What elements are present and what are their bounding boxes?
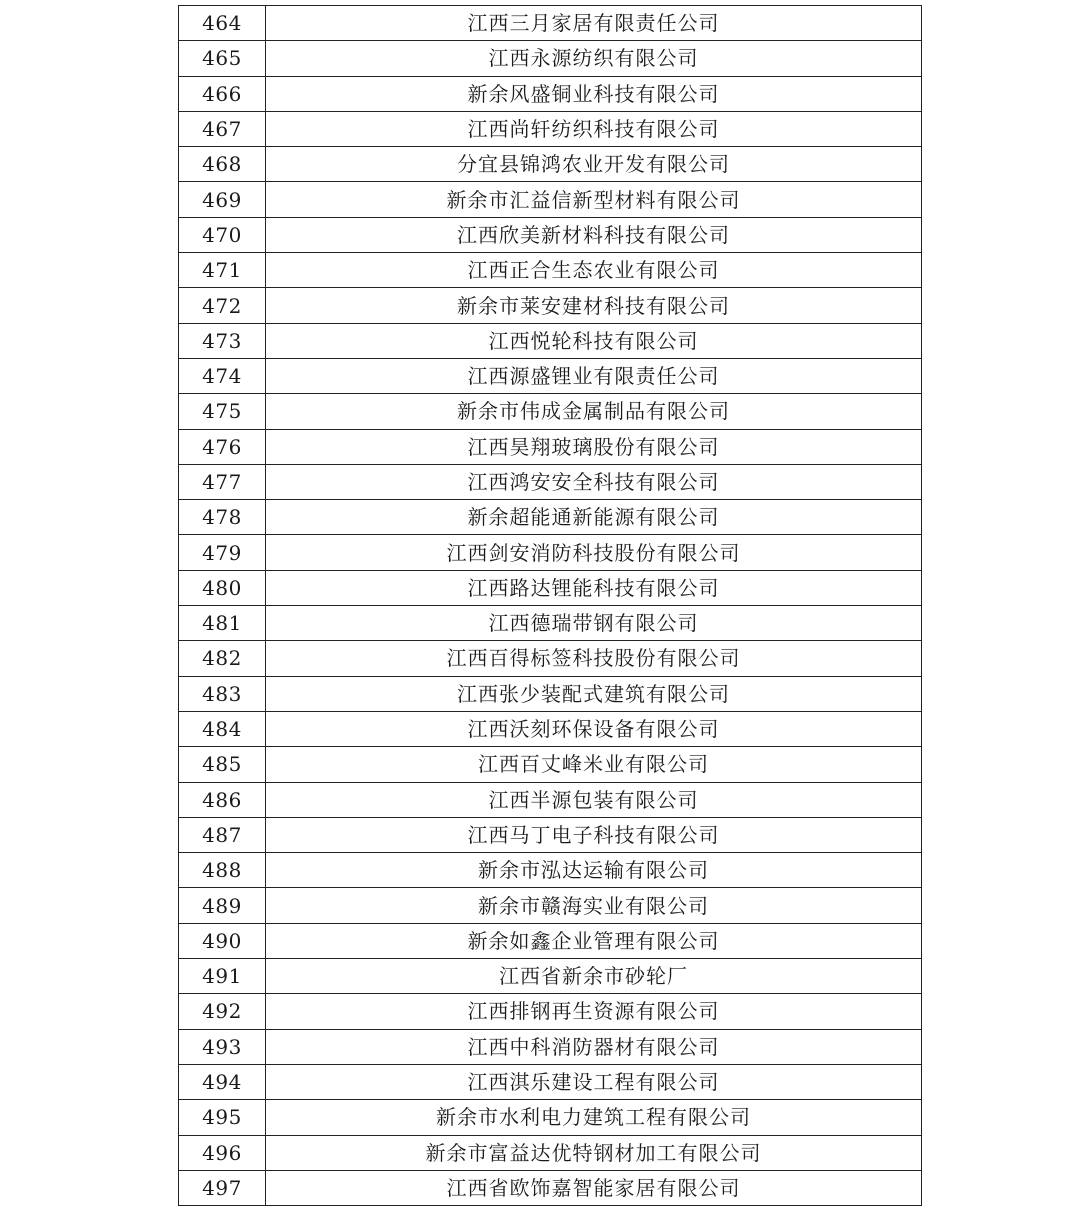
company-name-cell: 江西尚轩纺织科技有限公司 [266, 111, 922, 146]
company-name-cell: 新余市赣海实业有限公司 [266, 888, 922, 923]
company-name-cell: 江西永源纺织有限公司 [266, 41, 922, 76]
table-row [179, 817, 922, 852]
row-number-cell: 492 [179, 994, 266, 1029]
table-row [179, 500, 922, 535]
company-name-cell: 新余市汇益信新型材料有限公司 [266, 182, 922, 217]
table-row [179, 994, 922, 1029]
company-name-cell: 新余市伟成金属制品有限公司 [266, 394, 922, 429]
table-row [179, 641, 922, 676]
company-name-cell: 江西剑安消防科技股份有限公司 [266, 535, 922, 570]
company-name-cell: 江西德瑞带钢有限公司 [266, 606, 922, 641]
row-number-cell: 481 [179, 606, 266, 641]
row-number-cell: 493 [179, 1029, 266, 1064]
row-number-cell: 486 [179, 782, 266, 817]
row-number-cell: 496 [179, 1135, 266, 1170]
table-row [179, 676, 922, 711]
company-name-cell: 分宜县锦鸿农业开发有限公司 [266, 147, 922, 182]
company-list-table [178, 5, 922, 1206]
company-name-cell: 江西鸿安安全科技有限公司 [266, 464, 922, 499]
row-number-cell: 471 [179, 253, 266, 288]
table-row [179, 570, 922, 605]
company-name-cell: 新余市水利电力建筑工程有限公司 [266, 1100, 922, 1135]
row-number-cell: 465 [179, 41, 266, 76]
company-name-cell: 江西正合生态农业有限公司 [266, 253, 922, 288]
row-number-cell: 466 [179, 76, 266, 111]
company-name-cell: 新余超能通新能源有限公司 [266, 500, 922, 535]
company-name-cell: 新余市莱安建材科技有限公司 [266, 288, 922, 323]
table-row [179, 464, 922, 499]
company-name-cell: 江西欣美新材料科技有限公司 [266, 217, 922, 252]
row-number-cell: 483 [179, 676, 266, 711]
table-row [179, 923, 922, 958]
row-number-cell: 478 [179, 500, 266, 535]
table-row [179, 217, 922, 252]
table-row [179, 711, 922, 746]
table-row [179, 747, 922, 782]
row-number-cell: 469 [179, 182, 266, 217]
row-number-cell: 473 [179, 323, 266, 358]
company-name-cell: 江西张少装配式建筑有限公司 [266, 676, 922, 711]
company-name-cell: 江西排钢再生资源有限公司 [266, 994, 922, 1029]
table-row [179, 1135, 922, 1170]
table-row [179, 147, 922, 182]
table-body [179, 6, 922, 1206]
company-name-cell: 江西省新余市砂轮厂 [266, 959, 922, 994]
company-name-cell: 新余市富益达优特钢材加工有限公司 [266, 1135, 922, 1170]
table-row [179, 1029, 922, 1064]
row-number-cell: 495 [179, 1100, 266, 1135]
table-row [179, 41, 922, 76]
company-name-cell: 江西半源包装有限公司 [266, 782, 922, 817]
row-number-cell: 494 [179, 1064, 266, 1099]
company-name-cell: 江西三月家居有限责任公司 [266, 6, 922, 41]
table-row [179, 288, 922, 323]
company-name-cell: 江西百丈峰米业有限公司 [266, 747, 922, 782]
table-row [179, 111, 922, 146]
company-name-cell: 新余如鑫企业管理有限公司 [266, 923, 922, 958]
row-number-cell: 474 [179, 358, 266, 393]
row-number-cell: 491 [179, 959, 266, 994]
company-name-cell: 新余市泓达运输有限公司 [266, 853, 922, 888]
row-number-cell: 479 [179, 535, 266, 570]
row-number-cell: 472 [179, 288, 266, 323]
table-row [179, 429, 922, 464]
table-row [179, 1064, 922, 1099]
row-number-cell: 467 [179, 111, 266, 146]
table-row [179, 606, 922, 641]
row-number-cell: 497 [179, 1170, 266, 1205]
company-name-cell: 新余风盛铜业科技有限公司 [266, 76, 922, 111]
row-number-cell: 482 [179, 641, 266, 676]
table-row [179, 782, 922, 817]
table-row [179, 76, 922, 111]
table-row [179, 6, 922, 41]
company-name-cell: 江西昊翔玻璃股份有限公司 [266, 429, 922, 464]
company-name-cell: 江西沃刻环保设备有限公司 [266, 711, 922, 746]
table-row [179, 323, 922, 358]
row-number-cell: 489 [179, 888, 266, 923]
row-number-cell: 490 [179, 923, 266, 958]
company-name-cell: 江西省欧饰嘉智能家居有限公司 [266, 1170, 922, 1205]
row-number-cell: 470 [179, 217, 266, 252]
company-list-table-container [178, 5, 922, 1206]
row-number-cell: 468 [179, 147, 266, 182]
row-number-cell: 484 [179, 711, 266, 746]
table-row [179, 394, 922, 429]
table-row [179, 1170, 922, 1205]
company-name-cell: 江西中科消防器材有限公司 [266, 1029, 922, 1064]
row-number-cell: 485 [179, 747, 266, 782]
table-row [179, 358, 922, 393]
row-number-cell: 475 [179, 394, 266, 429]
company-name-cell: 江西悦轮科技有限公司 [266, 323, 922, 358]
table-row [179, 253, 922, 288]
table-row [179, 853, 922, 888]
row-number-cell: 480 [179, 570, 266, 605]
company-name-cell: 江西路达锂能科技有限公司 [266, 570, 922, 605]
table-row [179, 959, 922, 994]
row-number-cell: 464 [179, 6, 266, 41]
row-number-cell: 488 [179, 853, 266, 888]
table-row [179, 182, 922, 217]
company-name-cell: 江西源盛锂业有限责任公司 [266, 358, 922, 393]
company-name-cell: 江西百得标签科技股份有限公司 [266, 641, 922, 676]
company-name-cell: 江西马丁电子科技有限公司 [266, 817, 922, 852]
table-row [179, 888, 922, 923]
table-row [179, 1100, 922, 1135]
row-number-cell: 477 [179, 464, 266, 499]
row-number-cell: 476 [179, 429, 266, 464]
company-name-cell: 江西淇乐建设工程有限公司 [266, 1064, 922, 1099]
row-number-cell: 487 [179, 817, 266, 852]
table-row [179, 535, 922, 570]
